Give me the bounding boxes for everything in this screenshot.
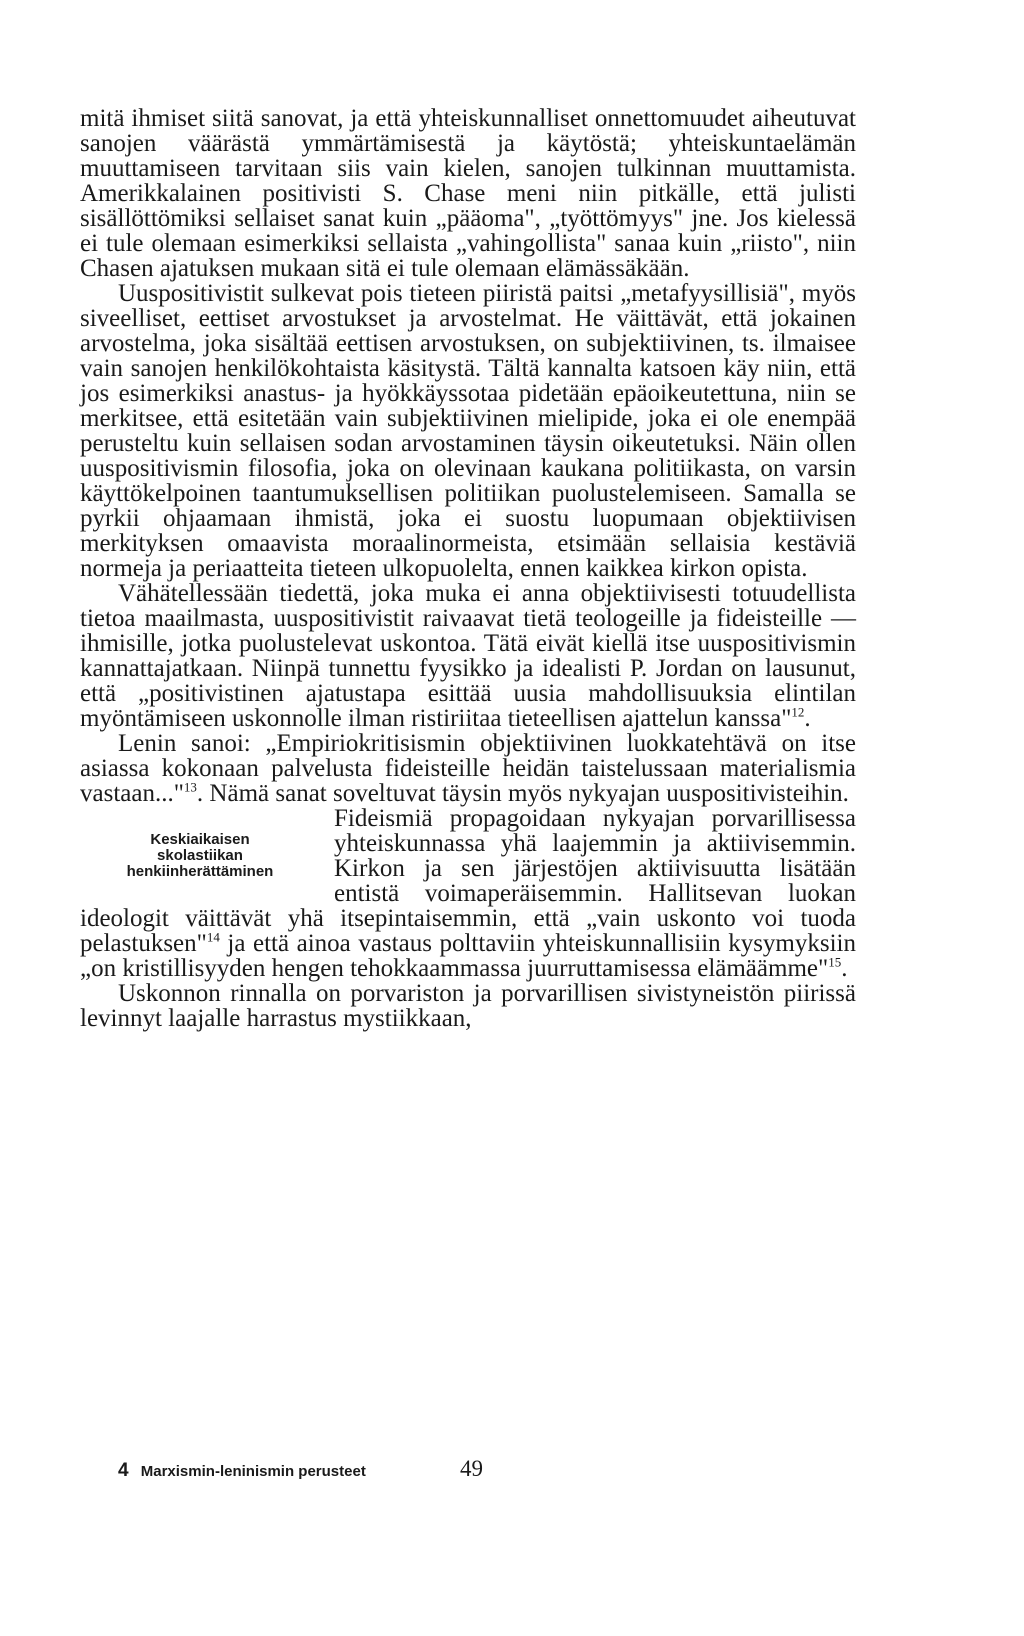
paragraph-3: [80, 581, 856, 731]
paragraph-6: Uskonnon rinnalla on porvariston ja porvarillisen sivistyneistön piirissä levinnyt laajalle harrastus mystiikkaan,: [80, 980, 856, 1032]
marginal-heading-line-1: Keskiaikaisen: [150, 831, 250, 848]
footnote-ref-13: 13: [183, 779, 197, 795]
paragraph-2: Uuspositivistit sulkevat pois tieteen piiristä paitsi „metafyysillisiä", myös siveelliset, eettiset arvostukset ja arvostelmat. He väittävät, että jokainen arvostelma, joka sisältää eettisen arvostuksen, on subjektiivinen, ts. ilmaisee vain sanojen henkilökohtaista käsitystä. Tältä kannalta katsoen käy niin, että jos esimerkiksi anastus- ja hyökkäyssotaa pidetään epäoikeutettuna, niin se merkitsee, että esitetään vain subjektiivinen mielipide, joka ei ole enempää perusteltu kuin sellaisen sodan arvostaminen täysin oikeutetuksi. Näin ollen uuspositivismin filosofia, joka on olevinaan kaukana politiikasta, on varsin käyttökelpoinen taantumuksellisen politiikan puolustelemiseen. Samalla se pyrkii ohjaamaan ihmistä, joka ei suostu luopumaan objektiivisen merkityksen omaavista moraalinormeista, etsimään sellaisia kestäviä normeja ja periaatteita tieteen ulkopuolelta, ennen kaikkea kirkon opista.: [80, 280, 856, 582]
marginal-section: [80, 806, 856, 981]
footnote-ref-15: 15: [828, 954, 842, 970]
footnote-ref-12: 12: [791, 704, 805, 720]
paragraph-5-mid: ja että ainoa vastaus polttaviin yhteiskunnallisiin kysymyksiin „on kristillisyyden hengen tehokkaammassa juurruttamisessa elämäämme": [80, 930, 856, 982]
paragraph-5-end: .: [841, 955, 848, 982]
paragraph-1: mitä ihmiset siitä sanovat, ja että yhteiskunnalliset onnettomuudet aiheutuvat sanojen väärästä ymmärtämisestä ja käytöstä; yhteiskuntaelämän muuttamiseen tarvitaan siis vain kielen, sanojen tulkinnan muuttamista. Amerikkalainen positivisti S. Chase meni niin pitkälle, että julisti sisällöttömiksi sellaiset sanat kuin „pääoma", „työttömyys" jne. Jos kielessä ei tule olemaan esimerkiksi sellaista „vahingollista" sanaa kuin „riisto", niin Chasen ajatuksen mukaan sitä ei tule olemaan elämässäkään.: [80, 105, 856, 282]
marginal-heading-line-2: skolastiikan: [157, 847, 243, 864]
page-footer: [118, 1456, 598, 1488]
marginal-heading: [80, 806, 320, 906]
paragraph-3-text: Vähätellessään tiedettä, joka muka ei anna objektiivisesti totuudellista tietoa maailmasta, uuspositivistit raivaavat tietä teologeille ja fideisteille — ihmisille, jotka puolustelevat uskontoa. Tätä eivät kiellä itse uuspositivismin kannattajatkaan. Niinpä tunnettu fyysikko ja idealisti P. Jordan on lausunut, että „positivistinen ajatustapa esittää uusia mahdollisuuksia elintilan myöntämiseen uskonnolle ilman ristiriitaa tieteellisen ajattelun kanssa": [80, 580, 856, 732]
paragraph-5-text: Fideismiä propagoidaan nykyajan porvarillisessa yhteiskunnassa yhä laajemmin ja aktiivisemmin. Kirkon ja sen järjestöjen aktiivisuutta lisätään entistä voimaperäisemmin. Hallitsevan luokan ideologit väittävät yhä itsepintaisemmin, että „vain uskonto voi tuoda pelastuksen": [80, 805, 856, 957]
signature-title: Marxismin-leninismin perusteet: [140, 1463, 366, 1480]
paragraph-4: [80, 731, 856, 806]
paragraph-3-end: .: [804, 705, 811, 732]
paragraph-4-text: Lenin sanoi: „Empiriokritisismin objektiivinen luokkatehtävä on itse asiassa kokonaan palvelusta fideisteille heidän taistelussaan materialismia vastaan...": [80, 730, 856, 807]
signature-number: 4: [118, 1460, 129, 1481]
page-number: 49: [460, 1456, 483, 1481]
paragraph-4-tail: . Nämä sanat soveltuvat täysin myös nykyajan uuspositivisteihin.: [196, 780, 849, 807]
book-page: [80, 106, 856, 1636]
footnote-ref-14: 14: [206, 929, 220, 945]
marginal-heading-line-3: henkiinherättäminen: [126, 863, 274, 880]
